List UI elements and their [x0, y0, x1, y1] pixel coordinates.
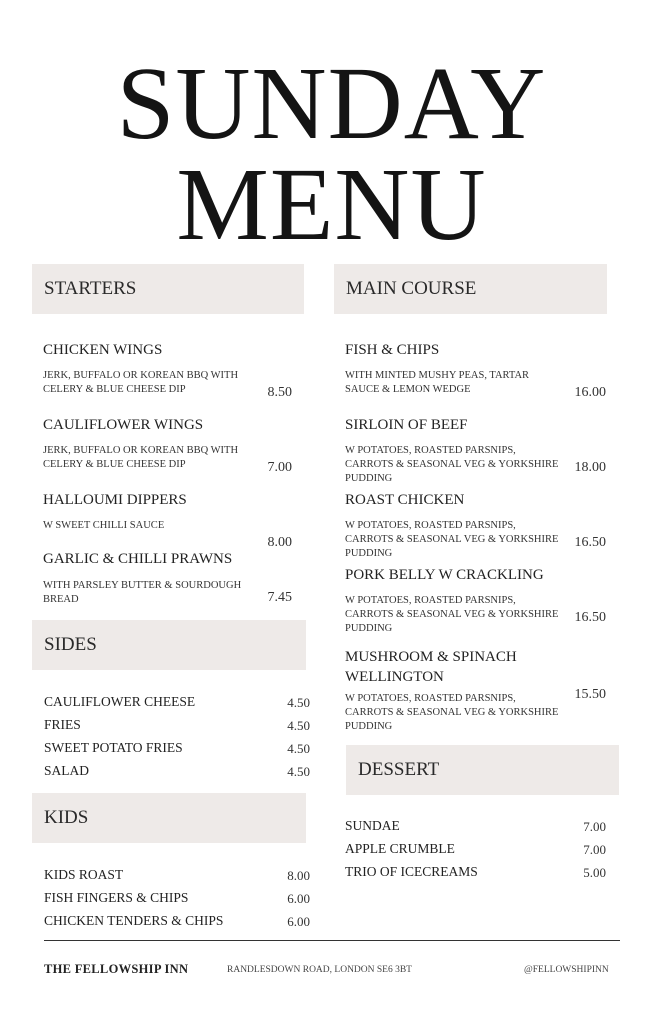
side-name-1: CAULIFLOWER CHEESE	[44, 694, 196, 709]
kids-name-2: FISH FINGERS & CHIPS	[44, 890, 189, 905]
main-course-heading: MAIN COURSE	[334, 264, 607, 314]
starter-price-3: 8.00	[267, 535, 292, 550]
main-name-5: MUSHROOM & SPINACH WELLINGTON	[345, 649, 517, 685]
starters-heading: STARTERS	[32, 264, 304, 314]
main-price-4: 16.50	[574, 610, 606, 625]
kids-price-2: 6.00	[287, 891, 310, 906]
main-name-2: SIRLOIN OF BEEF	[345, 417, 468, 433]
starter-name-1: CHICKEN WINGS	[43, 342, 163, 358]
kids-price-1: 8.00	[287, 868, 310, 883]
footer-social-handle: @FELLOWSHIPINN	[524, 965, 609, 975]
dessert-price-1: 7.00	[583, 819, 606, 834]
starter-desc-4: WITH PARSLEY BUTTER & SOURDOUGH BREAD	[43, 580, 242, 605]
kids-heading: KIDS	[32, 793, 306, 843]
side-name-3: SWEET POTATO FRIES	[44, 740, 183, 755]
sides-heading: SIDES	[32, 620, 306, 670]
kids-name-1: KIDS ROAST	[44, 867, 124, 882]
dessert-price-2: 7.00	[583, 842, 606, 857]
footer-divider	[44, 940, 620, 941]
main-name-4: PORK BELLY W CRACKLING	[345, 567, 544, 583]
starter-desc-3: W SWEET CHILLI SAUCE	[43, 520, 165, 531]
main-desc-4: W POTATOES, ROASTED PARSNIPS, CARROTS & SEASONAL VEG & YORKSHIRE PUDDING	[345, 595, 559, 634]
dessert-name-1: SUNDAE	[345, 818, 400, 833]
starter-name-3: HALLOUMI DIPPERS	[43, 492, 187, 508]
main-name-1: FISH & CHIPS	[345, 342, 440, 358]
dessert-heading: DESSERT	[346, 745, 619, 795]
main-price-2: 18.00	[574, 460, 606, 475]
title-line-2: MENU	[176, 147, 487, 262]
starter-name-4: GARLIC & CHILLI PRAWNS	[43, 551, 233, 567]
main-desc-2: W POTATOES, ROASTED PARSNIPS, CARROTS & SEASONAL VEG & YORKSHIRE PUDDING	[345, 445, 559, 484]
starter-price-1: 8.50	[267, 385, 292, 400]
side-price-1: 4.50	[287, 695, 310, 710]
starter-desc-1: JERK, BUFFALO OR KOREAN BBQ WITH CELERY & BLUE CHEESE DIP	[43, 370, 239, 395]
footer-venue-name: THE FELLOWSHIP INN	[44, 962, 189, 976]
main-price-5: 15.50	[574, 687, 606, 702]
side-price-2: 4.50	[287, 718, 310, 733]
main-desc-3: W POTATOES, ROASTED PARSNIPS, CARROTS & SEASONAL VEG & YORKSHIRE PUDDING	[345, 520, 559, 559]
footer-address: RANDLESDOWN ROAD, LONDON SE6 3BT	[227, 965, 412, 975]
side-price-4: 4.50	[287, 764, 310, 779]
dessert-name-3: TRIO OF ICECREAMS	[345, 864, 478, 879]
side-name-4: SALAD	[44, 763, 90, 778]
starter-price-4: 7.45	[267, 590, 292, 605]
main-name-3: ROAST CHICKEN	[345, 492, 465, 508]
title-line-1: SUNDAY	[116, 46, 547, 161]
main-price-3: 16.50	[574, 535, 606, 550]
side-name-2: FRIES	[44, 717, 81, 732]
dessert-price-3: 5.00	[583, 865, 606, 880]
kids-price-3: 6.00	[287, 914, 310, 929]
starter-name-2: CAULIFLOWER WINGS	[43, 417, 204, 433]
main-desc-5: W POTATOES, ROASTED PARSNIPS, CARROTS & SEASONAL VEG & YORKSHIRE PUDDING	[345, 693, 559, 732]
main-price-1: 16.00	[574, 385, 606, 400]
starter-desc-2: JERK, BUFFALO OR KOREAN BBQ WITH CELERY & BLUE CHEESE DIP	[43, 445, 239, 470]
starter-price-2: 7.00	[267, 460, 292, 475]
side-price-3: 4.50	[287, 741, 310, 756]
kids-name-3: CHICKEN TENDERS & CHIPS	[44, 913, 224, 928]
main-desc-1: WITH MINTED MUSHY PEAS, TARTAR SAUCE & LEMON WEDGE	[345, 370, 530, 395]
dessert-name-2: APPLE CRUMBLE	[345, 841, 455, 856]
